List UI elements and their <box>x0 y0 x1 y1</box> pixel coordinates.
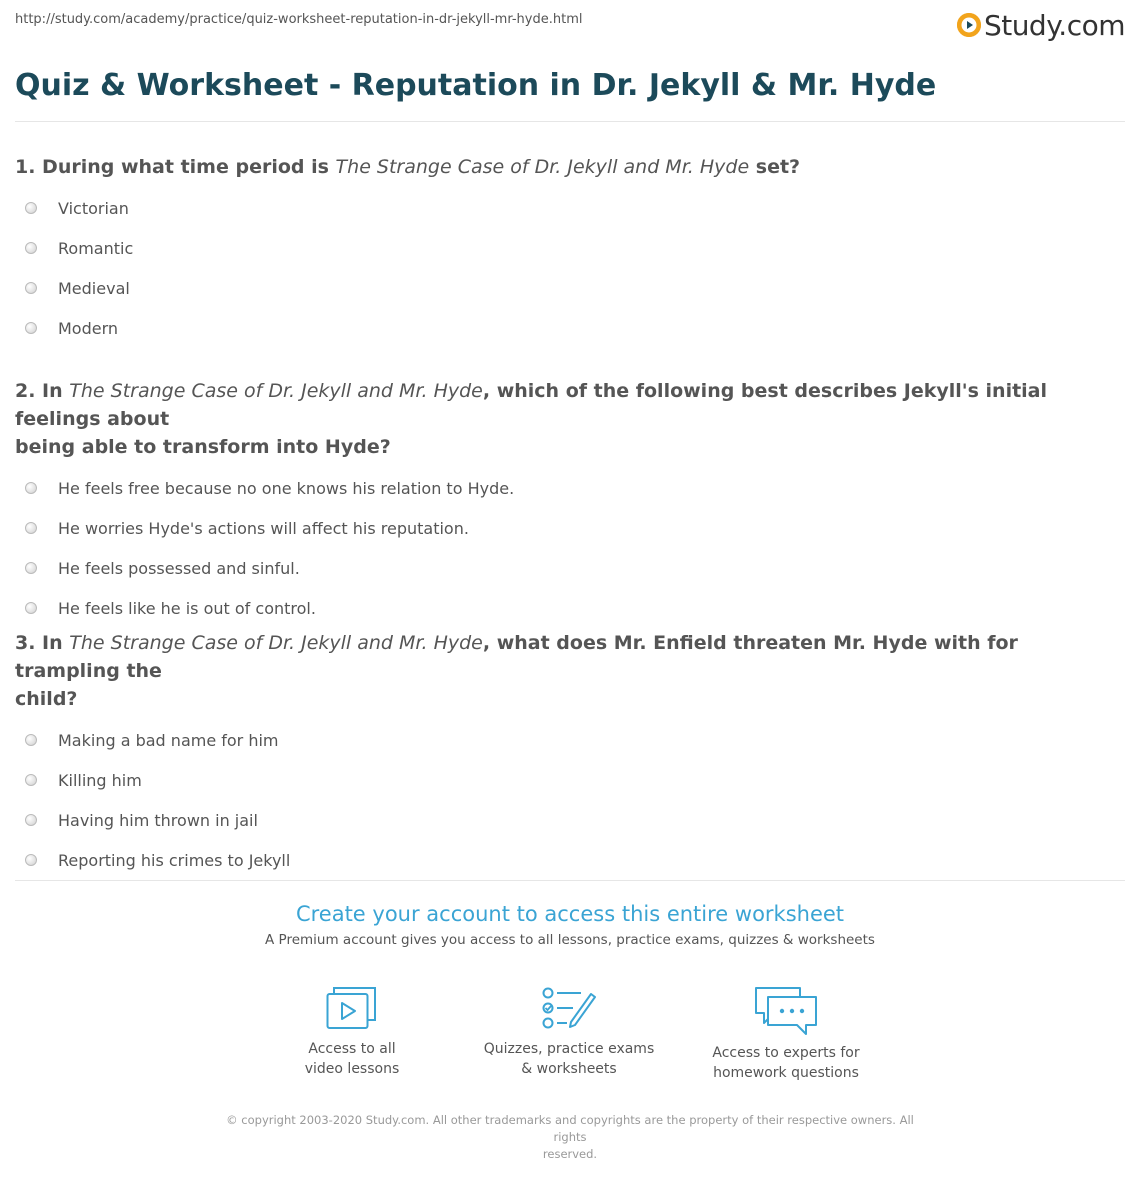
answer-option[interactable] <box>15 548 1115 588</box>
answer-option[interactable] <box>15 840 1115 880</box>
option-label: Having him thrown in jail <box>58 810 258 830</box>
question-3 <box>15 629 1115 880</box>
video-lessons-icon <box>326 985 378 1031</box>
question-2 <box>15 377 1115 628</box>
feature-video-lessons <box>252 985 452 1079</box>
answer-option[interactable] <box>15 588 1115 628</box>
answer-options <box>15 468 1115 628</box>
radio-button[interactable] <box>25 774 37 786</box>
radio-button[interactable] <box>25 854 37 866</box>
answer-option[interactable] <box>15 188 1115 228</box>
option-label: Reporting his crimes to Jekyll <box>58 850 291 870</box>
answer-option[interactable] <box>15 720 1115 760</box>
study-logo[interactable] <box>957 10 1125 40</box>
answer-option[interactable] <box>15 268 1115 308</box>
feature-label: Access to experts for homework questions <box>712 1045 860 1081</box>
option-label: Killing him <box>58 770 142 790</box>
radio-button[interactable] <box>25 282 37 294</box>
answer-options <box>15 720 1115 880</box>
question-text: 2. In The Strange Case of Dr. Jekyll and Mr. Hyde, which of the following best describes Jekyll's initial feelings about being able to transform into Hyde? <box>15 380 1048 458</box>
feature-experts <box>686 985 886 1083</box>
option-label: He feels like he is out of control. <box>58 598 316 618</box>
create-account-link[interactable]: Create your account to access this entire worksheet <box>295 902 845 926</box>
answer-option[interactable] <box>15 800 1115 840</box>
answer-option[interactable] <box>15 508 1115 548</box>
option-label: He feels possessed and sinful. <box>58 558 300 578</box>
radio-button[interactable] <box>25 562 37 574</box>
section-divider <box>15 880 1125 881</box>
option-label: Victorian <box>58 198 129 218</box>
radio-button[interactable] <box>25 814 37 826</box>
radio-button[interactable] <box>25 734 37 746</box>
question-text: 3. In The Strange Case of Dr. Jekyll and Mr. Hyde, what does Mr. Enfield threaten Mr. Hyde with for trampling the child? <box>15 632 1018 710</box>
expert-chat-icon <box>754 985 818 1035</box>
option-label: Modern <box>58 318 119 338</box>
page-url[interactable]: http://study.com/academy/practice/quiz-worksheet-reputation-in-dr-jekyll-mr-hyde.html <box>15 12 583 27</box>
question-text: 1. During what time period is The Strange Case of Dr. Jekyll and Mr. Hyde set? <box>15 156 801 178</box>
answer-option[interactable] <box>15 760 1115 800</box>
radio-button[interactable] <box>25 482 37 494</box>
logo-text: Study.com <box>983 8 1125 42</box>
radio-button[interactable] <box>25 202 37 214</box>
radio-button[interactable] <box>25 602 37 614</box>
play-logo-icon <box>957 13 981 37</box>
answer-option[interactable] <box>15 468 1115 508</box>
feature-quizzes <box>469 985 669 1079</box>
answer-options <box>15 188 1115 348</box>
option-label: Medieval <box>58 278 130 298</box>
premium-description: A Premium account gives you access to all lessons, practice exams, quizzes & worksheets <box>265 932 875 948</box>
feature-label: Access to all video lessons <box>304 1041 400 1077</box>
option-label: Making a bad name for him <box>58 730 279 750</box>
answer-option[interactable] <box>15 228 1115 268</box>
page-title: Quiz & Worksheet - Reputation in Dr. Jekyll & Mr. Hyde <box>15 68 937 103</box>
signup-promo <box>0 902 1140 948</box>
option-label: Romantic <box>58 238 134 258</box>
option-label: He feels free because no one knows his relation to Hyde. <box>58 478 515 498</box>
option-label: He worries Hyde's actions will affect his reputation. <box>58 518 469 538</box>
radio-button[interactable] <box>25 322 37 334</box>
feature-label: Quizzes, practice exams & worksheets <box>483 1041 655 1077</box>
radio-button[interactable] <box>25 242 37 254</box>
title-divider <box>15 121 1125 122</box>
quiz-checklist-icon <box>541 985 597 1031</box>
top-bar <box>15 10 1125 40</box>
question-1 <box>15 153 1115 348</box>
copyright-notice: © copyright 2003-2020 Study.com. All other trademarks and copyrights are the property of their respective owners. All rights reserved. <box>226 1113 914 1161</box>
answer-option[interactable] <box>15 308 1115 348</box>
radio-button[interactable] <box>25 522 37 534</box>
